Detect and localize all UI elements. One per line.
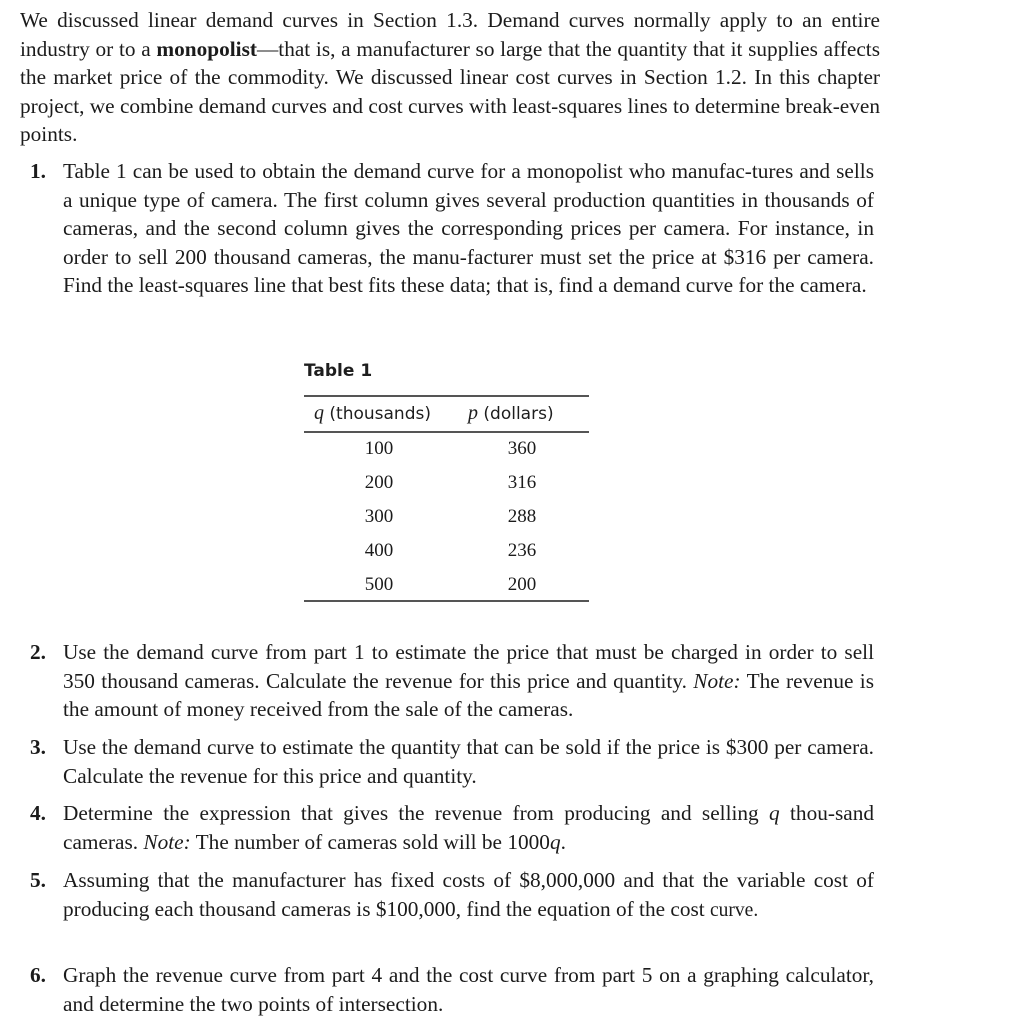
item-number: 5. (30, 868, 46, 892)
item-text-part: Use the demand curve from part 1 to estimate the price that must be charged in order to sell 350 thousand cameras. Calculate the revenue for this price and quantity. (63, 640, 874, 693)
item-text-part: thou-sand cameras. (63, 801, 874, 854)
table-cell-p: 236 (507, 540, 537, 561)
table-header-rule (304, 431, 589, 433)
table-cell-q: 300 (364, 506, 394, 527)
item-text-part: The number of cameras sold will be 1000 (190, 829, 550, 854)
exercise-item-4 (30, 799, 874, 856)
table-cell-p: 288 (507, 506, 537, 527)
item-text: Use the demand curve to estimate the quantity that can be sold if the price is $300 per camera. Calculate the revenue for this price and quantity. (63, 735, 874, 788)
exercise-item-6 (30, 961, 874, 1018)
exercise-item-3 (30, 733, 874, 790)
table-cell-q: 500 (364, 574, 394, 595)
item-text: Table 1 can be used to obtain the demand curve for a monopolist who manufac-tures and sells a unique type of camera. The first column gives several production quantities in thousands of cameras, and the second column gives the corresponding prices per camera. For instance, in order to sell 200 thousand cameras, the manu-facturer must set the price at $316 per camera. Find the least-squares line that best fits these data; that is, find a demand curve for the camera. (63, 159, 874, 297)
intro-paragraph (20, 6, 880, 149)
note-label: Note: (693, 668, 741, 693)
item-number: 4. (30, 801, 46, 825)
table-cell-q: 200 (364, 472, 394, 493)
monopolist-term: monopolist (156, 36, 257, 61)
intro-text-start: We discussed linear demand curves in Section 1.3. Demand curves normally apply to an entire industry or to a (20, 8, 880, 61)
column-header-p (468, 402, 554, 425)
table-top-rule (304, 395, 589, 397)
table-cell-q: 100 (364, 438, 394, 459)
exercise-item-1 (30, 157, 874, 300)
header-q-unit: (thousands) (324, 404, 431, 424)
table-title: Table 1 (304, 361, 373, 381)
table-cell-p: 200 (507, 574, 537, 595)
item-number: 2. (30, 640, 46, 664)
item-text-part: . (560, 829, 566, 854)
variable-q: q (769, 801, 780, 825)
item-number: 6. (30, 963, 46, 987)
item-text-part: Assuming that the manufacturer has fixed costs of $8,000,000 and that the variable cost of producing each thousand cameras is $100,000, find the equation of the cost (63, 868, 874, 921)
header-p-unit: (dollars) (478, 404, 554, 424)
intro-text-end: —that is, a manufacturer so large that the quantity that it supplies affects the market price of the commodity. We discussed linear cost curves in Section 1.2. In this chapter project, we combine demand curves and cost curves with least-squares lines to determine break-even points. (20, 36, 880, 146)
table-bottom-rule (304, 600, 589, 602)
item-text-part: curve. (710, 899, 759, 921)
table-cell-p: 360 (507, 438, 537, 459)
exercise-item-5 (30, 866, 874, 925)
exercise-item-2 (30, 638, 874, 724)
item-text (63, 866, 874, 925)
table-cell-q: 400 (364, 540, 394, 561)
table-cell-p: 316 (507, 472, 537, 493)
item-number: 3. (30, 735, 46, 759)
item-text-part: The revenue is the amount of money received from the sale of the cameras. (63, 668, 874, 721)
note-label: Note: (143, 829, 191, 854)
item-text (63, 638, 874, 724)
table-1 (304, 358, 589, 595)
column-header-q (314, 402, 431, 425)
item-number: 1. (30, 159, 46, 183)
header-p-variable: p (468, 402, 478, 424)
item-text (63, 799, 874, 856)
item-text-part: Determine the expression that gives the revenue from producing and selling (63, 801, 770, 825)
header-q-variable: q (314, 402, 324, 424)
variable-q: q (549, 829, 561, 854)
item-text: Graph the revenue curve from part 4 and the cost curve from part 5 on a graphing calculator, and determine the two points of intersection. (63, 963, 874, 1016)
